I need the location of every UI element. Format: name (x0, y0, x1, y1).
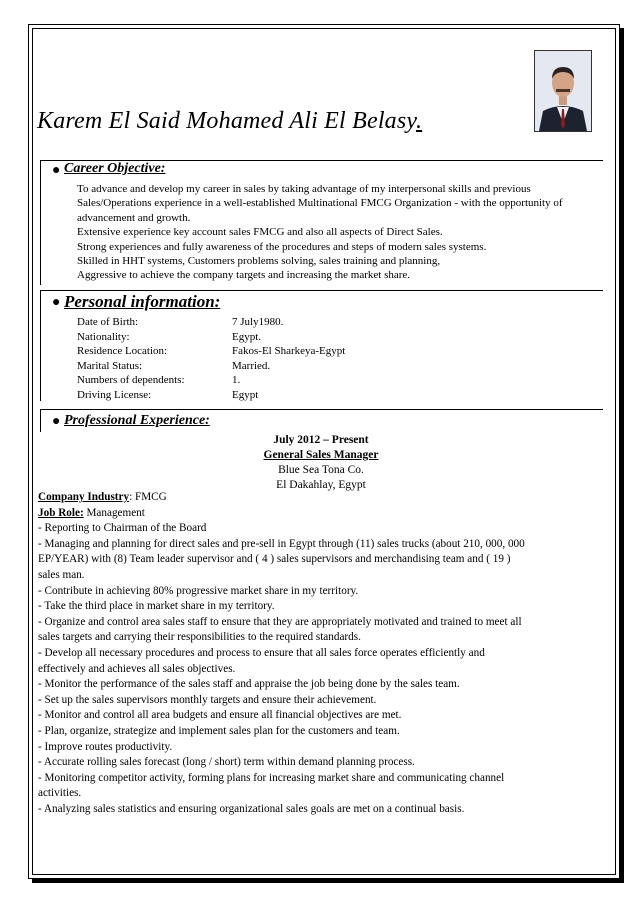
bullet-icon: ● (52, 295, 61, 310)
info-value: Egypt (232, 388, 259, 401)
info-label: Numbers of dependents: (77, 374, 185, 387)
info-label: Driving License: (77, 388, 152, 401)
info-value: 1. (232, 374, 241, 387)
duty-line: - Reporting to Chairman of the Board (38, 522, 207, 535)
info-row (77, 330, 345, 345)
info-row (77, 315, 345, 330)
profile-photo (534, 50, 592, 132)
duty-line: - Monitor the performance of the sales staff and appraise the job being done by the sales team. (38, 678, 460, 691)
role-line (38, 506, 604, 522)
info-label: Date of Birth: (77, 316, 139, 328)
duty-line: - Contribute in achieving 80% progressive market share in my territory. (38, 584, 359, 597)
career-objective-text (77, 182, 602, 283)
role-value: Management (83, 506, 145, 519)
role-label: Job Role: (38, 506, 84, 519)
info-row (77, 388, 345, 403)
objective-line: Sales/Operations experience in a well-established Multinational FMCG Organization - with the opportunity of (77, 197, 563, 210)
candidate-name-text: Karem El Said Mohamed Ali El Belasy (37, 108, 416, 134)
info-value: Egypt. (232, 330, 262, 343)
info-row (77, 344, 345, 359)
duty-line: - Monitoring competitor activity, forming plans for increasing market share and communicating channel (38, 771, 505, 784)
info-row (77, 373, 345, 388)
job-location: El Dakahlay, Egypt (276, 479, 366, 491)
job-company: Blue Sea Tona Co. (278, 464, 364, 476)
professional-experience-title: Professional Experience: (64, 413, 210, 428)
duty-line: effectively and achieves all sales objectives. (38, 662, 236, 675)
info-value: 7 July1980. (232, 316, 284, 328)
personal-info-title: Personal information: (64, 292, 221, 311)
objective-line: Aggressive to achieve the company targets and increasing the market share. (77, 269, 411, 282)
job-header (256, 433, 386, 493)
duty-line: - Analyzing sales statistics and ensuring organizational sales goals are met on a continual basis. (38, 802, 465, 815)
info-label: Marital Status: (77, 359, 143, 372)
duty-line: - Take the third place in market share in my territory. (38, 600, 275, 613)
bullet-icon: ● (52, 414, 61, 429)
duty-line: - Managing and planning for direct sales and pre-sell in Egypt through (11) sales trucks (about 210, 000, 000 (38, 537, 525, 550)
duty-line: EP/YEAR) with (8) Team leader supervisor and ( 4 ) sales supervisors and merchandising team and ( 19 ) (38, 553, 511, 566)
name-period: . (415, 108, 423, 134)
job-details (38, 490, 604, 817)
duty-line: activities. (38, 787, 82, 800)
duty-line: - Organize and control area sales staff to ensure that they are appropriately motivated and trained to meet all (38, 615, 522, 628)
candidate-name (37, 108, 422, 135)
duty-line: - Plan, organize, strategize and implement sales plan for the customers and team. (38, 724, 400, 737)
personal-info-table (77, 315, 345, 403)
objective-line: Strong experiences and fully awareness of the procedures and steps of modern sales systems. (77, 240, 487, 253)
industry-value: : FMCG (129, 491, 167, 503)
duty-line: - Develop all necessary procedures and process to ensure that all sales force operates efficiently and (38, 646, 485, 659)
info-label: Residence Location: (77, 345, 168, 358)
info-label: Nationality: (77, 330, 130, 343)
duty-line: - Monitor and control all area budgets and ensure all financial objectives are met. (38, 709, 402, 722)
info-value: Married. (232, 359, 271, 372)
industry-label: Company Industry (38, 491, 130, 503)
duty-line: - Accurate rolling sales forecast (long / short) term within demand planning process. (38, 756, 415, 769)
duty-line: - Improve routes productivity. (38, 740, 173, 753)
bullet-icon: ● (52, 163, 61, 178)
duty-line: - Set up the sales supervisors monthly targets and ensure their achievement. (38, 693, 377, 706)
career-objective-title: Career Objective: (64, 161, 166, 176)
job-period: July 2012 – Present (273, 434, 369, 446)
objective-line: Skilled in HHT systems, Customers problems solving, sales training and planning, (77, 255, 441, 268)
duty-line: sales man. (38, 568, 85, 581)
objective-line: advancement and growth. (77, 211, 191, 224)
duty-line: sales targets and carrying their responsibilities to the required standards. (38, 631, 361, 644)
job-position: General Sales Manager (263, 449, 379, 461)
industry-line (38, 490, 604, 506)
objective-line: To advance and develop my career in sales by taking advantage of my interpersonal skills and previous (77, 183, 531, 195)
info-value: Fakos-El Sharkeya-Egypt (232, 345, 346, 358)
objective-line: Extensive experience key account sales FMCG and also all aspects of Direct Sales. (77, 226, 443, 239)
info-row (77, 359, 345, 374)
